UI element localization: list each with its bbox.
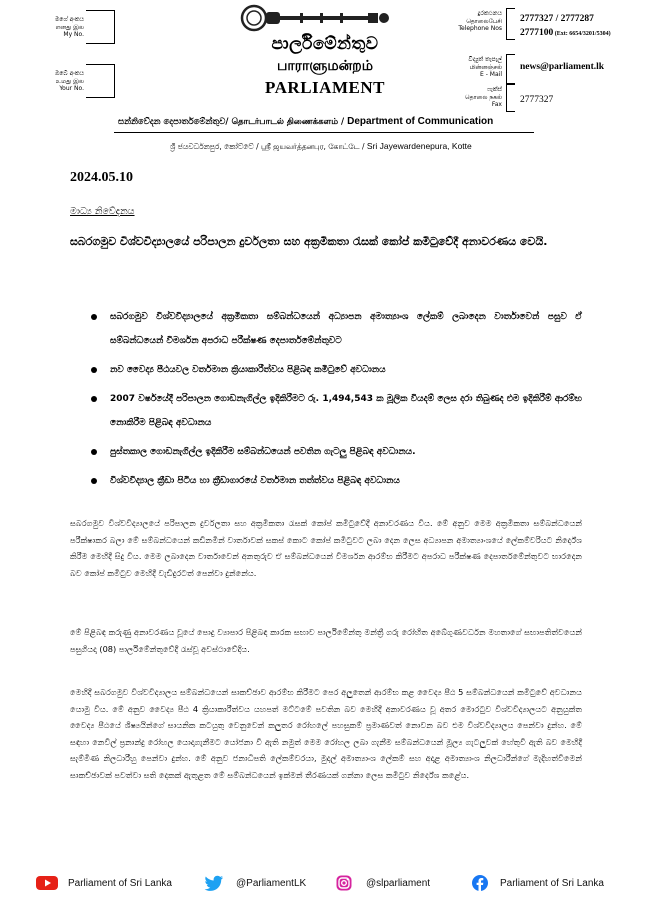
telephone-value-1: 2777327 / 2777287: [520, 14, 594, 24]
fax-label-si: ෆැක්ස්: [487, 86, 502, 93]
fax-label-en: Fax: [491, 101, 502, 108]
footer-twitter[interactable]: [204, 875, 306, 891]
my-no-label: [40, 16, 84, 39]
bullet-item: [88, 387, 582, 435]
telephone-bracket: [506, 8, 515, 40]
email-label-si: විද්‍යුත් තැපැල්: [468, 56, 502, 63]
telephone-label-si: දුරකථනය: [477, 10, 502, 17]
footer-facebook-text: Parliament of Sri Lanka: [500, 877, 604, 889]
telephone-label-ta: தொலைபேசி: [466, 17, 502, 25]
bullet-item: [88, 440, 582, 464]
email-label-en: E - Mail: [480, 71, 502, 78]
your-no-label-ta: உமது இல: [55, 77, 84, 85]
paragraph-3: මෙහිදී සබරගමුව විශ්වවිද්‍යාලය සම්බන්ධයෙන් සාකච්ඡාව ආරම්භ කිරීමට පෙර අලුතෙන් ආරම්භ කළ වෛද්‍ය පීඨ 5 සම්බන්ධයෙන් කමිටුවේ අවධානය යොමු විය. මේ අනුව වෛද්‍ය පීඨ 4 ක්‍රියාකාරීත්වය යහපත් මට්ටමේ පවතින බව මෙහිදී අනාවරණය වූ අතර මොරටුව විශ්වවිද්‍යාලයට අනුයුක්ත වෛද්‍ය පීඨයේ ශිෂ්‍යයින්ගේ සායනික කටයුතු වෙනුවෙන් කලුතර රෝහලේ පහසුකම් ප්‍රමාණවත් නොවන බව එම විශ්වවිද්‍යාලය පෙන්වා දුන්හ. මේ සඳහා නෙවිල් ප්‍රනාන්දු රෝහල යොදාගැනීමට යෝජනා වී ඇති නමුත් මෙම රෝහල ලබා ගැනීම සම්බන්ධයෙන් මූල්‍ය ගැටලුවක් හේතුවී ඇති බව මෙහිදී සැම්මිණ නිලධාරීහු පෙන්වා දුන්හ. මේ අනුව ජනාධිපති ලේකම්වරයා, මුදල් අමාත්‍යාංශ ලේකම් සහ අදාළ අමාත්‍යාංශ නිලධාරීන්ගේ මැදිහත්වීමෙන් සාකච්ඡාවක් පවත්වා සති දෙකක් ඇතුළත මේ සම්බන්ධයෙන් ඉක්මන් තීරණයක් ගන්නා ලෙස කමිටුව නිර්දේශ කළේය.: [70, 687, 582, 780]
footer-facebook[interactable]: [472, 875, 604, 891]
bullet-list: [88, 305, 582, 498]
telephone-value-2-ext: (Ext: 6654/3201/5304): [553, 31, 611, 37]
bullet-text: නව වෛද්‍ය පීඨයවල වර්තමාන ක්‍රියාකාරීත්වය පිළිබඳ කමිටුවේ අවධානය: [110, 365, 386, 375]
bullet-text: 2007 වර්ෂයේදී පරිපාලන ගොඩනැගිල්ල ඉදිකිරීමට රු. 1,494,543 ක මූලික වියදම් ලෙස දරා තිබුණද එම ඉදිකිරීම් ආරම්භ නොකිරීම පිළිබඳ අවධානය: [110, 394, 582, 428]
bullet-text: සබරගමුව විශ්වවිද්‍යාලයේ අක්‍රමිකතා සම්බන්ධයෙන් අධ්‍යාපන අමාත්‍යාංශ ලේකම් ලබාදෙන වාර්තාවෙන් පසුව ඒ සම්බන්ධයෙන් විමර්ශන අපරාධ පරීක්ෂණ දෙපාර්තමේන්තුවට: [110, 312, 582, 346]
department-sinhala: සන්නිවේදන දෙපාර්තමේන්තුව/: [118, 117, 229, 127]
bullet-text: පුස්තකාල ගොඩනැගිල්ල ඉදිකිරීම සම්බන්ධයෙන් පවතින ගැටලු පිළිබඳ අවධානය.: [110, 447, 416, 457]
address-line: ශ්‍රී ජයවර්ධනපුර, කෝට්ටේ / ஸ்ரீ ஜயவர்த்தனபுர, கோட்டே / Sri Jayewardenepura, Kotte: [170, 141, 472, 151]
your-no-field: [86, 64, 115, 98]
fax-bracket: [506, 84, 515, 112]
bullet-dot-icon: [91, 314, 97, 320]
email-bracket: [506, 54, 515, 84]
header-divider: [114, 132, 534, 133]
fax-label-ta: தொலை நகல்: [465, 93, 502, 101]
media-release-label: මාධ්‍ය නිවේදනය: [70, 206, 135, 217]
footer-youtube[interactable]: [36, 876, 172, 890]
youtube-icon: [36, 876, 58, 890]
paragraph-1: සබරගමුව විශ්වවිද්‍යාලයේ පරිපාලන දුර්වලතා සහ අක්‍රමිකතා රැසක් කෝප් කමිටුවේදී අනාවරණය විය. මේ අනුව මෙම අක්‍රමිකතා සම්බන්ධයෙන් පරීක්ෂාකර බලා මේ සම්බන්ධයෙන් කඩිනමින් වාර්තාවක් සකස් කොට කෝප් කමිටුවට ලබා දෙන ලෙස අධ්‍යාපන අමාත්‍යාංශයේ ලේකම්වරියට නිර්දේශ කිරීම මෙහිදී සිදු විය. මෙම ලබාදෙන වාර්තාවෙන් අනතුරුව ඒ සම්බන්ධයෙන් විමර්ශන ආරම්භ කිරීමට අපරාධ පරීක්ෂණ දෙපාර්තමේන්තුවට භාරදෙන බව කෝප් කමිටුව මෙහිදී වැඩිදුරටත් පෙන්වා දුන්නේය.: [70, 518, 582, 578]
title-english: PARLIAMENT: [265, 78, 385, 97]
department-tamil: தொடர்பாடல் திணைக்களம் /: [231, 117, 345, 127]
your-no-label-si: ඔබේ අංකය: [54, 70, 84, 77]
email-label-ta: மின்னஞ்சல்: [469, 63, 502, 71]
bullet-dot-icon: [91, 478, 97, 484]
mace-emblem-icon: [240, 4, 400, 32]
telephone-label-en: Telephone Nos: [458, 25, 502, 32]
my-no-field: [86, 10, 115, 44]
paragraph-2: මේ පිළිබඳ කරුණු අනාවරණය වූයේ පොදු ව්‍යාපාර පිළිබඳ කාරක සභාව පාර්ලිමේන්තු මන්ත්‍රී ගරු රෝහිත අබේගුණවර්ධන මහතාගේ සභාපතිත්වයෙන් පසුගියදා (08) පාර්ලිමේන්තුවේදී රැස්වූ අවස්ථාවේදිය.: [70, 627, 582, 654]
your-no-label: [40, 70, 84, 93]
title-sinhala: පාර්ලිමේන්තුව: [271, 34, 379, 54]
address-sinhala: ශ්‍රී ජයවර්ධනපුර, කෝට්ටේ: [170, 142, 254, 151]
my-no-label-ta: எனது இல: [55, 23, 84, 31]
footer-instagram[interactable]: [336, 875, 430, 891]
title-tamil: பாராளுமன்றம்: [277, 58, 373, 74]
your-no-label-en: Your No.: [59, 85, 84, 92]
footer-instagram-text: @slparliament: [366, 877, 431, 889]
telephone-label: [440, 10, 502, 33]
email-value[interactable]: news@parliament.lk: [520, 62, 605, 72]
bullet-dot-icon: [91, 367, 97, 373]
fax-label: [440, 86, 502, 109]
bullet-item: [88, 305, 582, 353]
footer-youtube-text: Parliament of Sri Lanka: [68, 877, 172, 889]
bullet-item: [88, 358, 582, 382]
telephone-value-2-main: 2777100: [520, 28, 554, 38]
my-no-label-si: මගේ අංකය: [54, 16, 84, 23]
twitter-icon: [204, 875, 224, 891]
fax-value: 2777327: [520, 95, 554, 105]
facebook-icon: [472, 875, 488, 891]
bullet-text: විශ්වවිද්‍යාල ක්‍රීඩා පිටිය හා ක්‍රීඩාගාරයේ වර්තමාන තත්ත්වය පිළිබඳ අවධානය: [110, 476, 400, 486]
bullet-item: [88, 469, 582, 493]
address-english: Sri Jayewardenepura, Kotte: [366, 141, 472, 151]
bullet-dot-icon: [91, 396, 97, 402]
headline: සබරගමුව විශ්වවිද්‍යාලයේ පරිපාලන දුර්වලතා සහ අක්‍රමිකතා රැසක් කෝප් කමිටුවේදී අනාවරණය වෙයි.: [70, 235, 548, 248]
bullet-dot-icon: [91, 449, 97, 455]
instagram-icon: [336, 875, 352, 891]
footer-twitter-text: @ParliamentLK: [236, 877, 307, 889]
telephone-value-2: [520, 28, 611, 38]
address-tamil: ஸ்ரீ ஜயவர்த்தனபுர, கோட்டே: [261, 142, 360, 151]
my-no-label-en: My No.: [63, 31, 84, 38]
department-english: Department of Communication: [347, 116, 494, 127]
release-date: 2024.05.10: [70, 170, 133, 185]
email-label: [440, 56, 502, 79]
department-line: [118, 116, 538, 128]
footer: [36, 875, 626, 895]
